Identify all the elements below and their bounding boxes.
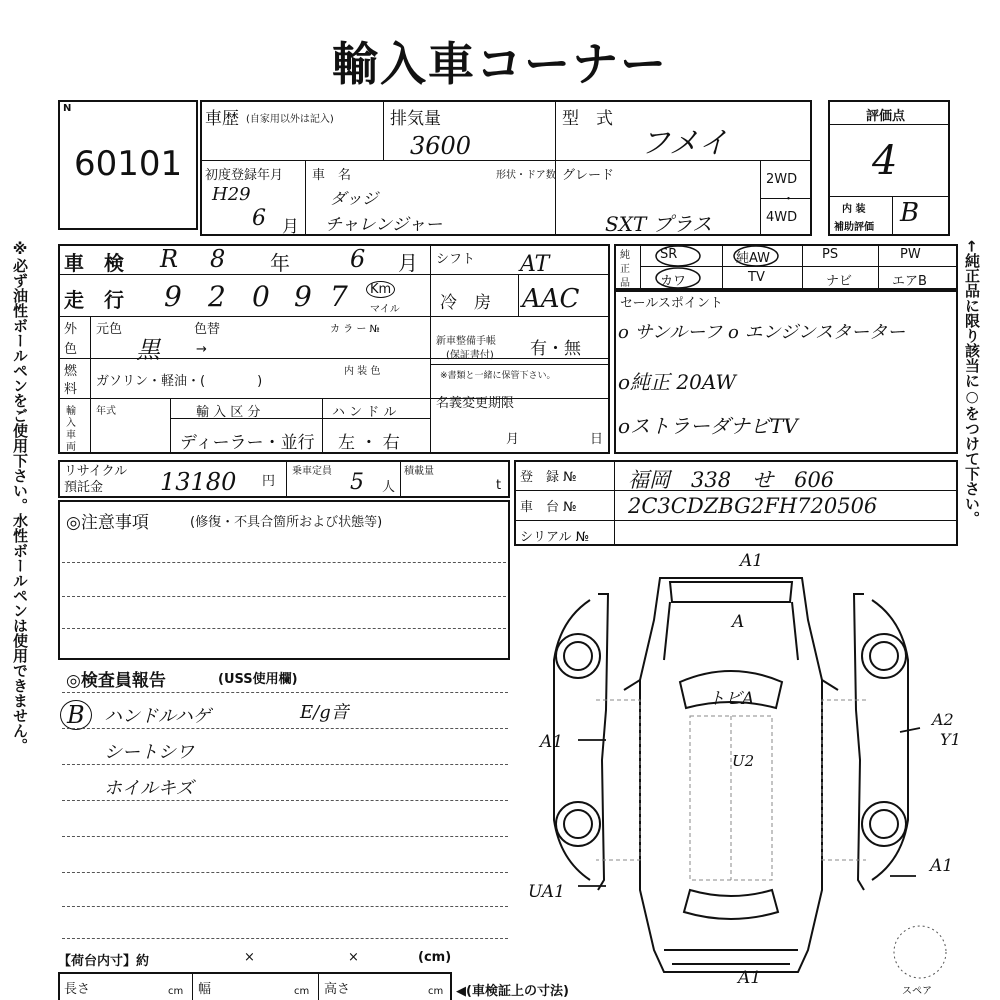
registration-label: 登 録 № (520, 470, 577, 485)
equip-tv: TV (748, 270, 765, 285)
diagram-right-front-1: A2 (932, 710, 954, 729)
shift-value: AT (520, 252, 550, 277)
mileage-digit-1: 9 (164, 280, 182, 313)
inspection-label: 車 検 (64, 251, 124, 275)
score-label: 評価点 (866, 109, 906, 124)
equip-navi: ナビ (826, 274, 853, 289)
first-reg-year: H29 (212, 184, 251, 205)
import-year-label: 年式 (96, 406, 116, 417)
notes-label: ◎注意事項 (66, 513, 149, 533)
drive-sep: ・ (782, 192, 796, 207)
aircon-label: 冷 房 (440, 293, 491, 313)
fuel-label-a: 燃 (64, 364, 78, 379)
grade-value: SXT プラス (605, 212, 713, 236)
inspection-year-unit: 年 (270, 251, 290, 275)
import-label-3: 車 (66, 430, 76, 441)
equipment-side-1: 純 (620, 250, 630, 261)
score-value: 4 (872, 138, 898, 184)
equipment-side-2: 正 (620, 264, 630, 275)
name-change-day: 日 (590, 432, 604, 447)
lot-number: 60101 (74, 144, 183, 184)
color-label-a: 外 (64, 322, 78, 337)
displacement-label: 排気量 (390, 109, 441, 129)
equip-pw: PW (900, 247, 921, 262)
displacement-value: 3600 (410, 132, 472, 160)
inspector-line-2: シートシワ (104, 742, 194, 763)
mileage-unit-km: Km (366, 281, 395, 298)
first-reg-month-unit: 月 (282, 217, 299, 237)
car-name-line1: ダッジ (330, 189, 379, 208)
interior-label-2: 補助評価 (834, 222, 874, 233)
equip-sr: SR (660, 247, 678, 262)
drive-4wd: 4WD (766, 210, 798, 225)
mileage-label: 走 行 (64, 288, 124, 312)
cargo-dims-box (58, 972, 452, 1000)
first-reg-month: 6 (252, 206, 266, 231)
load-unit: t (496, 478, 502, 493)
inspection-month: 6 (350, 245, 366, 273)
shift-label: シフト (436, 252, 476, 267)
capacity-value: 5 (350, 470, 364, 495)
color-arrow: → (196, 342, 207, 357)
inspector-extra: E/g音 (300, 702, 349, 723)
diagram-left-rear: UA1 (528, 882, 565, 902)
cargo-x1: × (244, 950, 255, 965)
interior-label-1: 内 装 (842, 204, 866, 215)
notes-sub: (修復・不具合箇所および状態等) (190, 515, 383, 530)
equipment-side-3: 品 (620, 278, 630, 289)
serial-label: シリアル № (520, 530, 590, 545)
registration-value: 福岡 338 せ 606 (628, 468, 835, 492)
capacity-label: 乗車定員 (292, 466, 332, 477)
sales-point-3: oストラーダナビTV (618, 414, 798, 438)
side-note-left: ※必ず油性ボールペンをご使用下さい。水性ボールペンは使用できません。 (11, 240, 29, 753)
diagram-spare: スペア (902, 986, 932, 997)
lot-number-box (58, 100, 198, 230)
lot-n-label: N (63, 103, 72, 114)
aircon-value: AAC (522, 284, 580, 314)
page-title: 輸入車コーナー (332, 37, 668, 91)
chassis-label: 車 台 № (520, 500, 577, 515)
grade-label: グレード (562, 168, 615, 183)
import-kubun-value: ディーラー・並行 (180, 433, 315, 453)
interior-value: B (900, 198, 920, 228)
manual-label-2: (保証書付) (446, 350, 494, 361)
manual-value: 有・無 (530, 339, 581, 359)
shape-door-label: 形状・ドア数 (496, 170, 556, 181)
fuel-value: ガソリン・軽油・( ) (96, 374, 263, 389)
car-name-line2: チャレンジャー (325, 215, 443, 235)
manual-note: ※書類と一緒に保管下さい。 (440, 371, 556, 381)
inspector-line-1: ハンドルハゲ (104, 706, 211, 727)
cargo-length-label: 長さ (64, 982, 91, 997)
interior-color-label: 内 装 色 (344, 366, 381, 377)
import-label-1: 輸 (66, 406, 76, 417)
equip-airbag: エアB (892, 274, 927, 289)
diagram-windshield: トビA (708, 689, 755, 709)
diagram-roof: U2 (732, 752, 755, 770)
fuel-label-b: 料 (64, 382, 78, 397)
history-note: (自家用以外は記入) (246, 114, 334, 125)
diagram-left-front: A1 (540, 732, 564, 752)
cargo-width-label: 幅 (198, 982, 212, 997)
side-note-right: ←純正品に限り該当に○をつけて下さい。 (963, 240, 981, 526)
color-change-label: 色替 (194, 322, 221, 337)
cargo-height-cm: cm (428, 986, 444, 997)
diagram-right-front-2: Y1 (940, 730, 961, 749)
cargo-unit: (cm) (418, 950, 452, 965)
color-label-b: 色 (64, 342, 78, 357)
first-reg-label: 初度登録年月 (205, 168, 284, 183)
inspector-line-3: ホイルキズ (104, 778, 194, 799)
equip-leather: カワ (660, 274, 687, 289)
cargo-x2: × (348, 950, 359, 965)
equipment-circles (648, 244, 948, 290)
mileage-unit-mile: マイル (370, 304, 400, 315)
color-orig-value: 黒 (136, 336, 160, 364)
mileage-digit-5: 7 (330, 280, 348, 313)
color-no-label: カ ラ ー № (330, 324, 380, 335)
inspector-mark: B (60, 700, 92, 730)
name-change-month: 月 (506, 432, 520, 447)
cargo-note: ◀(車検証上の寸法) (456, 984, 569, 999)
car-diagram (540, 560, 960, 1000)
recycle-label-2: 預託金 (64, 480, 104, 495)
history-label: 車歴 (205, 109, 239, 129)
name-change-label: 名義変更期限 (436, 396, 515, 411)
sales-points-label: セールスポイント (620, 296, 723, 311)
recycle-unit: 円 (262, 474, 276, 489)
chassis-value: 2C3CDZBG2FH720506 (628, 494, 878, 518)
drive-2wd: 2WD (766, 172, 798, 187)
diagram-rear: A1 (738, 968, 762, 988)
inspector-sub: (USS使用欄) (218, 672, 298, 687)
cargo-length-cm: cm (168, 986, 184, 997)
mileage-digit-4: 9 (294, 280, 312, 313)
recycle-value: 13180 (160, 468, 237, 496)
sales-point-2: o純正 20AW (618, 370, 737, 394)
sales-point-1: o サンルーフ o エンジンスターター (618, 322, 906, 343)
inspection-era: R (160, 245, 179, 273)
manual-label-1: 新車整備手帳 (436, 336, 496, 347)
inspection-year: 8 (210, 245, 226, 273)
mileage-digit-2: 2 (208, 280, 226, 313)
capacity-unit: 人 (382, 480, 396, 495)
model-label: 型 式 (562, 109, 613, 129)
inspector-label: ◎検査員報告 (66, 671, 166, 691)
model-value: フメイ (640, 126, 729, 161)
cargo-width-cm: cm (294, 986, 310, 997)
recycle-label-1: リサイクル (64, 464, 128, 479)
diagram-hood: A (732, 612, 745, 632)
import-label-4: 両 (66, 442, 76, 453)
cargo-height-label: 高さ (324, 982, 351, 997)
equip-ps: PS (822, 247, 839, 262)
mileage-digit-3: 0 (252, 280, 270, 313)
color-orig-label: 元色 (96, 322, 123, 337)
handle-label: ハ ン ド ル (332, 405, 397, 420)
handle-value: 左 ・ 右 (338, 433, 400, 453)
import-label-2: 入 (66, 418, 76, 429)
load-label: 積載量 (404, 466, 434, 477)
import-kubun-label: 輸 入 区 分 (196, 405, 261, 420)
cargo-label: 【荷台内寸】約 (58, 954, 150, 969)
inspection-month-unit: 月 (398, 251, 418, 275)
equip-aw: 純AW (736, 251, 771, 266)
car-name-label: 車 名 (312, 168, 352, 183)
diagram-front: A1 (740, 551, 764, 571)
diagram-right-rear: A1 (930, 856, 954, 876)
